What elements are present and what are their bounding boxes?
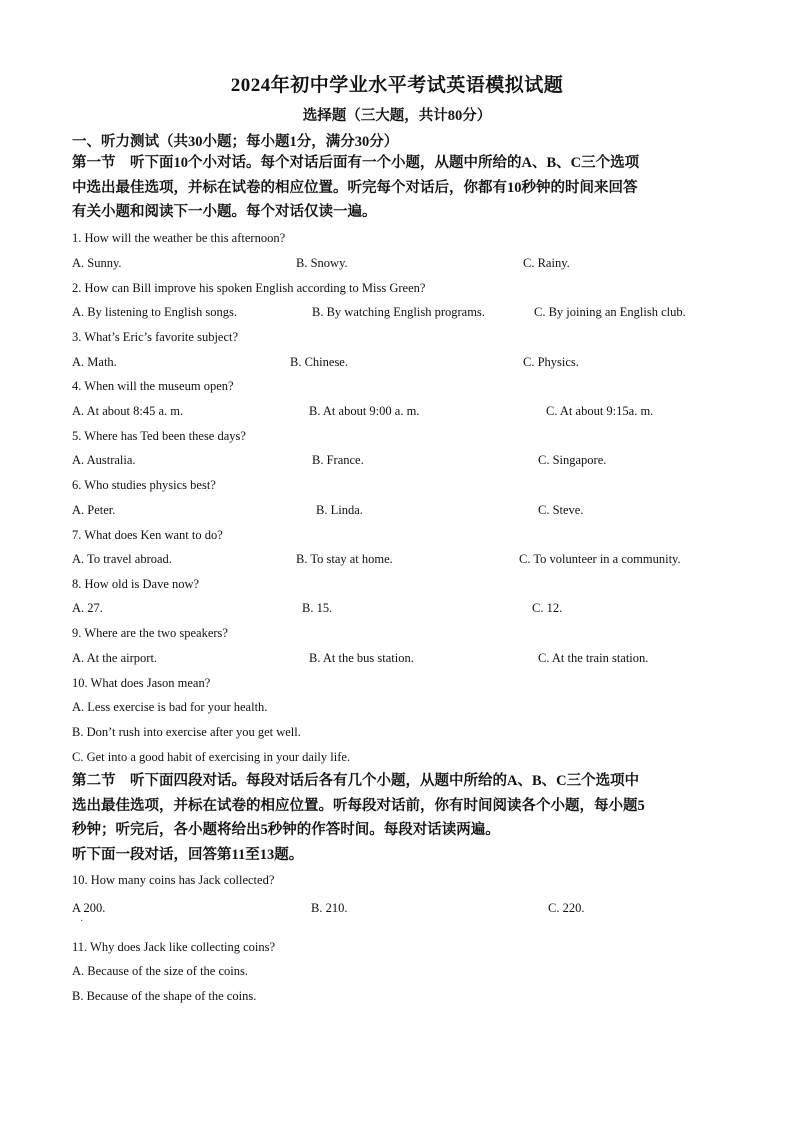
section-heading-listening: 一、听力测试（共30小题；每小题1分，满分30分） [72, 134, 399, 150]
q2-option-b: B. By watching English programs. [312, 305, 485, 319]
q3-option-a: A. Math. [72, 355, 117, 369]
q10-option-b: B. Don’t rush into exercise after you get well. [72, 725, 301, 739]
question-4: 4. When will the museum open? [72, 379, 234, 393]
q6-option-c: C. Steve. [538, 503, 584, 517]
q3-option-c: C. Physics. [523, 355, 579, 369]
q7-option-b: B. To stay at home. [296, 552, 393, 566]
q10b-option-a: A 200. [72, 901, 106, 915]
part2-instructions [72, 769, 722, 867]
q8-option-c: C. 12. [532, 601, 563, 615]
question-11: 11. Why does Jack like collecting coins? [72, 940, 276, 954]
q1-option-b: B. Snowy. [296, 256, 348, 270]
question-5: 5. Where has Ted been these days? [72, 429, 246, 443]
q4-option-b: B. At about 9:00 a. m. [309, 404, 420, 418]
part1-line-1: 第一节 听下面10个小对话。每个对话后面有一个小题，从题中所给的A、B、C三个选项 [72, 155, 640, 171]
q6-option-b: B. Linda. [316, 503, 363, 517]
part1-line-3: 有关小题和阅读下一小题。每个对话仅读一遍。 [72, 204, 377, 220]
exam-title: 2024年初中学业水平考试英语模拟试题 [230, 75, 564, 96]
question-2: 2. How can Bill improve his spoken English according to Miss Green? [72, 281, 426, 295]
q7-option-a: A. To travel abroad. [72, 552, 172, 566]
part2-line-2: 选出最佳选项，并标在试卷的相应位置。听每段对话前，你有时间阅读各个小题，每小题5 [72, 797, 645, 814]
q2-option-a: A. By listening to English songs. [72, 305, 237, 319]
q1-option-a: A. Sunny. [72, 256, 122, 270]
q1-option-c: C. Rainy. [523, 256, 570, 270]
part2-line-3: 秒钟；听完后，各小题将给出5秒钟的作答时间。每段对话读两遍。 [72, 822, 500, 838]
question-8: 8. How old is Dave now? [72, 577, 200, 591]
q10-option-a: A. Less exercise is bad for your health. [72, 700, 268, 714]
stray-mark: · [80, 916, 84, 927]
part1-line-2: 中选出最佳选项，并标在试卷的相应位置。听完每个对话后，你都有10秒钟的时间来回答 [72, 179, 638, 196]
part2-line-4: 听下面一段对话，回答第11至13题。 [72, 846, 304, 863]
question-1: 1. How will the weather be this afternoon? [72, 231, 286, 245]
q9-option-b: B. At the bus station. [309, 651, 414, 665]
question-10b: 10. How many coins has Jack collected? [72, 873, 275, 887]
q2-option-c: C. By joining an English club. [534, 305, 686, 319]
q5-option-a: A. Australia. [72, 453, 136, 467]
question-10: 10. What does Jason mean? [72, 676, 211, 690]
question-6: 6. Who studies physics best? [72, 478, 216, 492]
exam-subtitle: 选择题（三大题，共计80分） [302, 108, 492, 124]
q5-option-c: C. Singapore. [538, 453, 607, 467]
part2-line-1: 第二节 听下面四段对话。每段对话后各有几个小题，从题中所给的A、B、C三个选项中 [72, 773, 640, 789]
q8-option-b: B. 15. [302, 601, 333, 615]
q10-option-c: C. Get into a good habit of exercising in your daily life. [72, 750, 351, 764]
q10b-option-c: C. 220. [548, 901, 585, 915]
q4-option-c: C. At about 9:15a. m. [546, 404, 654, 418]
q11-option-b: B. Because of the shape of the coins. [72, 989, 257, 1003]
q10b-option-b: B. 210. [311, 901, 348, 915]
q9-option-c: C. At the train station. [538, 651, 649, 665]
q9-option-a: A. At the airport. [72, 651, 158, 665]
question-3: 3. What’s Eric’s favorite subject? [72, 330, 239, 344]
q8-option-a: A. 27. [72, 601, 103, 615]
q11-option-a: A. Because of the size of the coins. [72, 964, 248, 978]
part1-instructions [72, 151, 722, 225]
q3-option-b: B. Chinese. [290, 355, 348, 369]
q6-option-a: A. Peter. [72, 503, 116, 517]
q4-option-a: A. At about 8:45 a. m. [72, 404, 184, 418]
q7-option-c: C. To volunteer in a community. [519, 552, 681, 566]
question-9: 9. Where are the two speakers? [72, 626, 228, 640]
question-7: 7. What does Ken want to do? [72, 528, 223, 542]
q5-option-b: B. France. [312, 453, 364, 467]
